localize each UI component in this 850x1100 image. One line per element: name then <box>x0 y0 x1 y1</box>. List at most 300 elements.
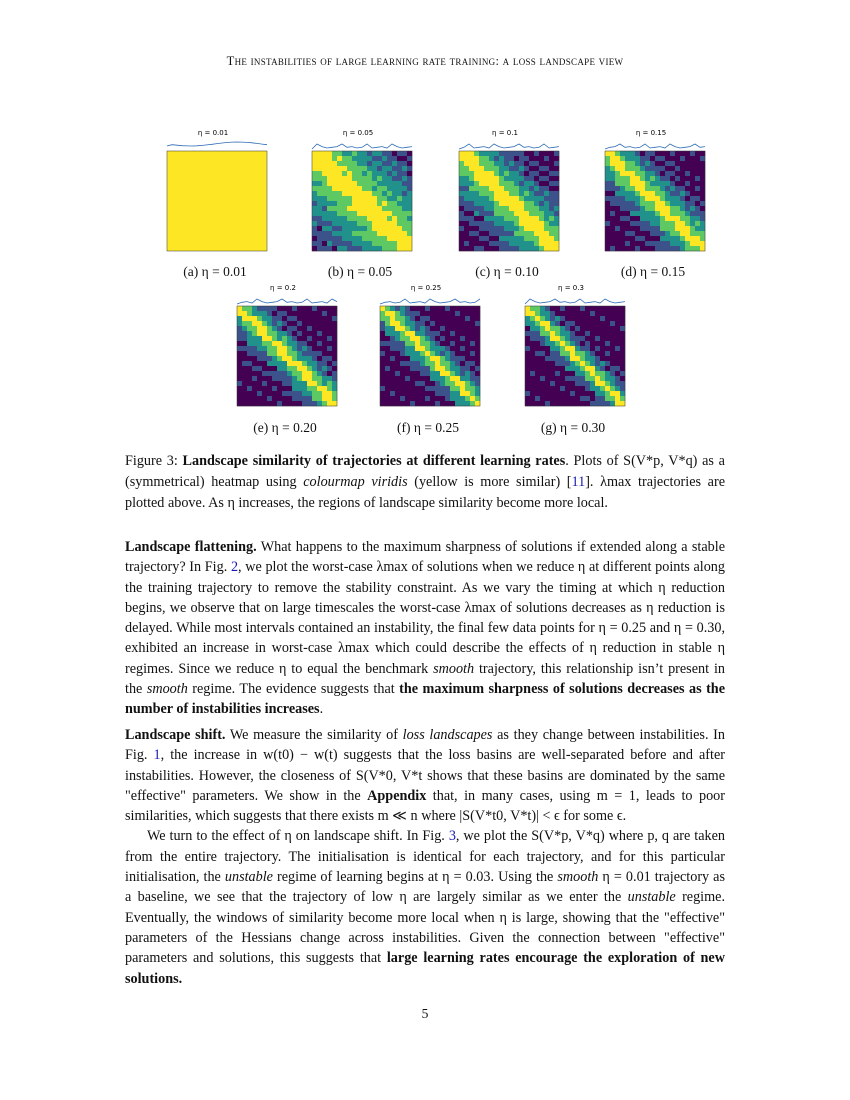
heatmap-cell <box>247 321 252 326</box>
heatmap-cell <box>670 151 675 156</box>
heatmap-cell <box>415 336 420 341</box>
heatmap-cell <box>387 166 392 171</box>
heatmap-cell <box>504 216 509 221</box>
heatmap-cell <box>440 371 445 376</box>
heatmap-cell <box>307 336 312 341</box>
heatmap-cell <box>317 326 322 331</box>
heatmap-cell <box>464 231 469 236</box>
heatmap-cell <box>390 316 395 321</box>
heatmap-cell <box>317 331 322 336</box>
heatmap-cell <box>504 246 509 251</box>
heatmap-cell <box>544 201 549 206</box>
heatmap-cell <box>297 356 302 361</box>
heatmap-cell <box>242 386 247 391</box>
heatmap-cell <box>494 216 499 221</box>
heatmap-cell <box>625 216 630 221</box>
heatmap-cell <box>327 311 332 316</box>
heatmap-cell <box>357 206 362 211</box>
heatmap-cell <box>292 396 297 401</box>
heatmap-cell <box>575 306 580 311</box>
heatmap-cell <box>479 211 484 216</box>
heatmap-cell <box>590 371 595 376</box>
heatmap-cell <box>322 171 327 176</box>
heatmap-cell <box>519 171 524 176</box>
heatmap-cell <box>385 336 390 341</box>
heatmap-cell <box>385 391 390 396</box>
heatmap-cell <box>475 326 480 331</box>
heatmap-cell <box>590 361 595 366</box>
heatmap-cell <box>247 306 252 311</box>
heatmap-cell <box>655 216 660 221</box>
heatmap-cell <box>362 166 367 171</box>
heatmap-cell <box>545 376 550 381</box>
heatmap-cell <box>302 351 307 356</box>
heatmap-cell <box>530 341 535 346</box>
heatmap-cell <box>625 171 630 176</box>
heatmap-cell <box>465 306 470 311</box>
heatmap-cell <box>400 321 405 326</box>
heatmap-cell <box>262 351 267 356</box>
heatmap-cell <box>317 341 322 346</box>
heatmap-cell <box>282 366 287 371</box>
heatmap-cell <box>459 206 464 211</box>
heatmap-cell <box>675 226 680 231</box>
heatmap-cell <box>469 221 474 226</box>
heatmap-cell <box>700 191 705 196</box>
heatmap-cell <box>615 401 620 406</box>
heatmap-cell <box>297 386 302 391</box>
heatmap-cell <box>519 211 524 216</box>
heatmap-cell <box>464 191 469 196</box>
heatmap-cell <box>332 371 337 376</box>
heatmap-cell <box>620 326 625 331</box>
heatmap-cell <box>635 171 640 176</box>
heatmap-cell <box>685 151 690 156</box>
heatmap-cell <box>660 166 665 171</box>
heatmap-cell <box>529 161 534 166</box>
heatmap-cell <box>362 236 367 241</box>
heatmap-cell <box>332 191 337 196</box>
heatmap-cell <box>474 171 479 176</box>
heatmap-cell <box>690 171 695 176</box>
heatmap-cell <box>605 341 610 346</box>
heatmap-cell <box>247 316 252 321</box>
heatmap-cell <box>322 176 327 181</box>
heatmap-cell <box>620 396 625 401</box>
heatmap-cell <box>322 376 327 381</box>
heatmap-cell <box>575 311 580 316</box>
heatmap-cell <box>509 216 514 221</box>
heatmap-cell <box>380 376 385 381</box>
heatmap-cell <box>560 321 565 326</box>
heatmap-cell <box>352 231 357 236</box>
heatmap-cell <box>242 351 247 356</box>
heatmap-cell <box>357 211 362 216</box>
heatmap-cell <box>610 216 615 221</box>
heatmap-cell <box>524 166 529 171</box>
heatmap-cell <box>352 201 357 206</box>
subfigure-caption: (f) η = 0.25 <box>397 420 459 435</box>
heatmap-cell <box>560 376 565 381</box>
heatmap-cell <box>635 191 640 196</box>
heatmap-cell <box>262 386 267 391</box>
heatmap-cell <box>494 201 499 206</box>
lambda-max-line <box>167 142 267 146</box>
heatmap-cell <box>540 351 545 356</box>
heatmap-cell <box>282 311 287 316</box>
heatmap-cell <box>377 196 382 201</box>
heatmap-cell <box>635 241 640 246</box>
heatmap-cell <box>475 306 480 311</box>
heatmap-cell <box>262 346 267 351</box>
heatmap-cell <box>700 156 705 161</box>
heatmap-cell <box>535 306 540 311</box>
heatmap-cell <box>610 186 615 191</box>
heatmap-cell <box>519 216 524 221</box>
heatmap-cell <box>605 346 610 351</box>
heatmap-cell <box>685 246 690 251</box>
heatmap-cell <box>610 326 615 331</box>
heatmap-cell <box>415 341 420 346</box>
heatmap-cell <box>382 206 387 211</box>
heatmap-cell <box>322 216 327 221</box>
heatmap-cell <box>470 321 475 326</box>
heatmap-cell <box>397 181 402 186</box>
heatmap-cell <box>509 161 514 166</box>
heatmap-cell <box>680 231 685 236</box>
heatmap-cell <box>277 346 282 351</box>
heatmap-cell <box>499 171 504 176</box>
heatmap-cell <box>484 186 489 191</box>
heatmap-cell <box>529 226 534 231</box>
heatmap-cell <box>459 231 464 236</box>
heatmap-cell <box>312 326 317 331</box>
heatmap-cell <box>405 396 410 401</box>
heatmap-cell <box>464 201 469 206</box>
heatmap-cell <box>549 221 554 226</box>
heatmap-cell <box>625 201 630 206</box>
heatmap-cell <box>550 356 555 361</box>
heatmap-cell <box>292 366 297 371</box>
heatmap-cell <box>650 216 655 221</box>
heatmap-cell <box>545 351 550 356</box>
heatmap-cell <box>287 361 292 366</box>
heatmap-cell <box>605 396 610 401</box>
heatmap-cell <box>479 221 484 226</box>
heatmap-cell <box>650 166 655 171</box>
heatmap-cell <box>357 181 362 186</box>
heatmap-cell <box>504 151 509 156</box>
heatmap-cell <box>540 376 545 381</box>
heatmap-cell <box>535 371 540 376</box>
heatmap-cell <box>635 236 640 241</box>
heatmap-cell <box>544 236 549 241</box>
heatmap-cell <box>580 361 585 366</box>
heatmap-cell <box>610 386 615 391</box>
heatmap-cell <box>387 181 392 186</box>
heatmap-cell <box>695 211 700 216</box>
heatmap-cell <box>675 206 680 211</box>
heatmap-cell <box>605 361 610 366</box>
heatmap-cell <box>402 156 407 161</box>
heatmap-cell <box>560 331 565 336</box>
heatmap-cell <box>524 161 529 166</box>
heatmap-cell <box>287 321 292 326</box>
heatmap-cell <box>327 321 332 326</box>
fig-ref-1[interactable]: 1 <box>153 747 161 764</box>
heatmap-cell <box>465 321 470 326</box>
heatmap-cell <box>460 401 465 406</box>
heatmap-panel-6 <box>368 283 483 411</box>
heatmap-cell <box>585 341 590 346</box>
heatmap-cell <box>410 346 415 351</box>
heatmap-cell <box>400 371 405 376</box>
heatmap-cell <box>685 201 690 206</box>
heatmap-cell <box>555 326 560 331</box>
heatmap-cell <box>382 241 387 246</box>
heatmap-cell <box>605 176 610 181</box>
heatmap-cell <box>342 186 347 191</box>
heatmap-cell <box>645 226 650 231</box>
heatmap-cell <box>242 326 247 331</box>
heatmap-cell <box>327 171 332 176</box>
heatmap-cell <box>479 226 484 231</box>
heatmap-cell <box>312 201 317 206</box>
heatmap-cell <box>484 181 489 186</box>
heatmap-cell <box>317 321 322 326</box>
heatmap-cell <box>292 321 297 326</box>
heatmap-cell <box>474 211 479 216</box>
heatmap-cell <box>545 366 550 371</box>
heatmap-cell <box>630 156 635 161</box>
heatmap-cell <box>257 356 262 361</box>
heatmap-cell <box>475 376 480 381</box>
heatmap-cell <box>357 236 362 241</box>
heatmap-cell <box>297 336 302 341</box>
heatmap-cell <box>540 321 545 326</box>
heatmap-cell <box>535 351 540 356</box>
heatmap-cell <box>600 331 605 336</box>
heatmap-cell <box>499 231 504 236</box>
heatmap-cell <box>700 166 705 171</box>
heatmap-cell <box>600 356 605 361</box>
heatmap-cell <box>550 376 555 381</box>
heatmap-cell <box>600 346 605 351</box>
heatmap-cell <box>267 341 272 346</box>
heatmap-cell <box>554 216 559 221</box>
heatmap-cell <box>297 346 302 351</box>
heatmap-cell <box>322 341 327 346</box>
page-number: 5 <box>421 1006 429 1021</box>
heatmap-cell <box>262 321 267 326</box>
heatmap-cell <box>282 326 287 331</box>
heatmap-cell <box>514 201 519 206</box>
heatmap-cell <box>555 356 560 361</box>
heatmap-cell <box>362 211 367 216</box>
heatmap-cell <box>237 326 242 331</box>
heatmap-cell <box>252 396 257 401</box>
heatmap-cell <box>605 321 610 326</box>
heatmap-cell <box>327 386 332 391</box>
heatmap-cell <box>650 151 655 156</box>
heatmap-cell <box>425 326 430 331</box>
heatmap-cell <box>680 206 685 211</box>
heatmap-cell <box>499 206 504 211</box>
heatmap-cell <box>690 246 695 251</box>
heatmap-cell <box>640 156 645 161</box>
heatmap-cell <box>440 351 445 356</box>
heatmap-cell <box>312 316 317 321</box>
heatmap-cell <box>392 151 397 156</box>
heatmap-cell <box>392 196 397 201</box>
heatmap-cell <box>690 196 695 201</box>
heatmap-cell <box>337 156 342 161</box>
heatmap-cell <box>479 161 484 166</box>
heatmap-cell <box>530 336 535 341</box>
heatmap-cell <box>524 186 529 191</box>
heatmap-cell <box>367 166 372 171</box>
heatmap-cell <box>535 326 540 331</box>
heatmap-cell <box>655 231 660 236</box>
heatmap-cell <box>575 386 580 391</box>
heatmap-cell <box>247 376 252 381</box>
heatmap-cell <box>534 161 539 166</box>
heatmap-cell <box>272 331 277 336</box>
heatmap-cell <box>352 186 357 191</box>
heatmap-cell <box>420 306 425 311</box>
heatmap-cell <box>322 151 327 156</box>
heatmap-cell <box>635 161 640 166</box>
heatmap-cell <box>327 316 332 321</box>
heatmap-cell <box>327 401 332 406</box>
heatmap-cell <box>620 206 625 211</box>
heatmap-cell <box>469 241 474 246</box>
heatmap-cell <box>469 181 474 186</box>
fig-ref-2[interactable]: 2 <box>230 559 239 576</box>
heatmap-cell <box>332 171 337 176</box>
heatmap-cell <box>549 151 554 156</box>
heatmap-cell <box>514 231 519 236</box>
heatmap-cell <box>392 216 397 221</box>
heatmap-cell <box>615 381 620 386</box>
heatmap-cell <box>539 241 544 246</box>
heatmap-cell <box>272 306 277 311</box>
heatmap-cell <box>640 216 645 221</box>
heatmap-cell <box>494 196 499 201</box>
heatmap-cell <box>494 211 499 216</box>
citation-link[interactable]: 11 <box>571 474 586 490</box>
heatmap-cell <box>655 191 660 196</box>
heatmap-cell <box>700 226 705 231</box>
heatmap-cell <box>440 401 445 406</box>
heatmap-cell <box>590 331 595 336</box>
heatmap-cell <box>484 191 489 196</box>
heatmap-cell <box>550 366 555 371</box>
heatmap-cell <box>685 241 690 246</box>
heatmap-cell <box>352 246 357 251</box>
heatmap-cell <box>445 316 450 321</box>
heatmap-cell <box>525 396 530 401</box>
heatmap-cell <box>455 391 460 396</box>
heatmap-cell <box>322 346 327 351</box>
heatmap-cell <box>352 206 357 211</box>
heatmap-cell <box>347 156 352 161</box>
heatmap-cell <box>534 206 539 211</box>
heatmap-cell <box>332 216 337 221</box>
heatmap-cell <box>247 371 252 376</box>
heatmap-cell <box>430 316 435 321</box>
heatmap-cell <box>670 186 675 191</box>
heatmap-cell <box>544 151 549 156</box>
heatmap-cell <box>615 206 620 211</box>
heatmap-cell <box>302 331 307 336</box>
heatmap-cell <box>595 316 600 321</box>
heatmap-cell <box>372 226 377 231</box>
heatmap-cell <box>272 346 277 351</box>
heatmap-cell <box>610 311 615 316</box>
heatmap-cell <box>312 321 317 326</box>
heatmap-cell <box>680 176 685 181</box>
heatmap-cell <box>660 236 665 241</box>
heatmap-cell <box>549 166 554 171</box>
heatmap-cell <box>397 166 402 171</box>
heatmap-cell <box>690 241 695 246</box>
heatmap-cell <box>499 156 504 161</box>
heatmap-cell <box>435 356 440 361</box>
heatmap-cell <box>257 351 262 356</box>
heatmap-cell <box>372 246 377 251</box>
heatmap-cell <box>509 201 514 206</box>
heatmap-cell <box>382 156 387 161</box>
heatmap-cell <box>377 166 382 171</box>
heatmap-cell <box>327 226 332 231</box>
heatmap-cell <box>469 176 474 181</box>
heatmap-cell <box>605 151 610 156</box>
heatmap-cell <box>407 206 412 211</box>
heatmap-cell <box>605 181 610 186</box>
heatmap-cell <box>342 171 347 176</box>
heatmap-cell <box>489 221 494 226</box>
heatmap-cell <box>377 211 382 216</box>
heatmap-cell <box>519 236 524 241</box>
heatmap-cell <box>470 316 475 321</box>
heatmap-cell <box>272 371 277 376</box>
heatmap-cell <box>570 331 575 336</box>
heatmap-cell <box>555 396 560 401</box>
heatmap-cell <box>337 246 342 251</box>
heatmap-cell <box>554 156 559 161</box>
heatmap-cell <box>302 386 307 391</box>
heatmap-cell <box>700 246 705 251</box>
heatmap-cell <box>554 176 559 181</box>
heatmap-cell <box>277 356 282 361</box>
heatmap-cell <box>297 361 302 366</box>
heatmap-cell <box>695 236 700 241</box>
heatmap-cell <box>620 246 625 251</box>
heatmap-cell <box>499 181 504 186</box>
heatmap-cell <box>317 201 322 206</box>
heatmap-cell <box>257 346 262 351</box>
heatmap-cell <box>385 311 390 316</box>
heatmap-cell <box>585 361 590 366</box>
heatmap-cell <box>695 246 700 251</box>
heatmap-cell <box>544 161 549 166</box>
heatmap-cell <box>560 341 565 346</box>
heatmap-cell <box>332 221 337 226</box>
fig-ref-3[interactable]: 3 <box>448 828 456 845</box>
heatmap-cell <box>660 211 665 216</box>
heatmap-cell <box>440 346 445 351</box>
